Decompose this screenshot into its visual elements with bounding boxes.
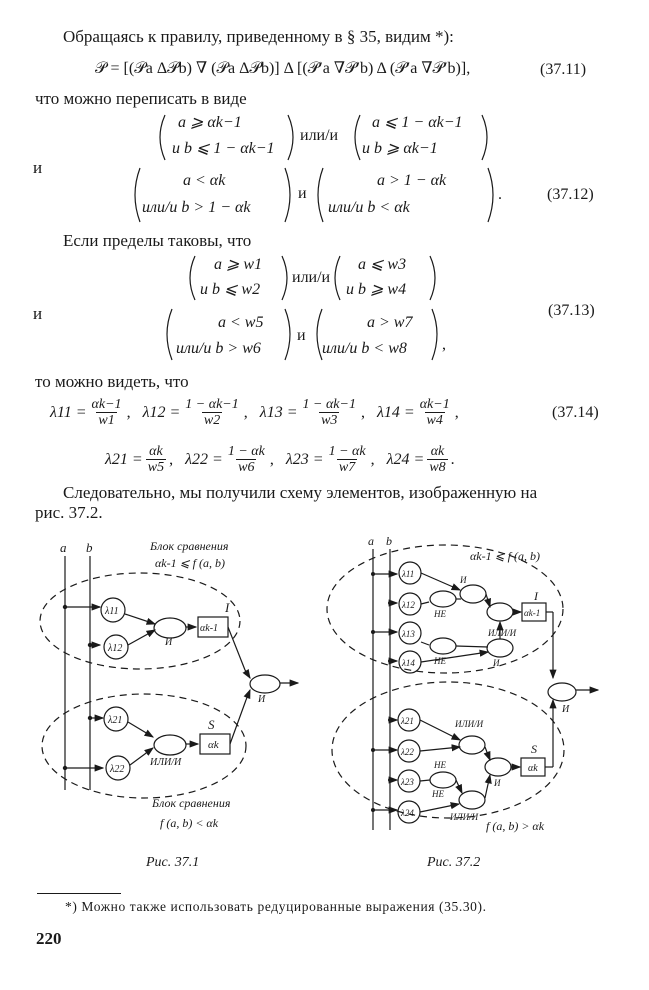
footnote: *) Можно также использовать редуцированные выражения (35.30). [65,899,487,914]
equation-number-37-11: (37.11) [540,61,587,78]
fig2-box-bot: αk [528,763,538,774]
fig1-block-bot-cond: f (a, b) < αk [160,816,219,830]
fig2-label-I: I [534,589,538,603]
sep: , [370,450,375,468]
eq-3712-r2-lt: a < αk [183,172,226,189]
eq-3712-r1-lb: и b ⩽ 1 − αk−1 [172,140,275,157]
sep: , [454,403,459,421]
fig1-box-top: αk-1 [200,623,219,634]
fig1-block-top-title: Блок сравнения [150,539,229,553]
fig2-ornand-2: ИЛИ/И [455,719,484,729]
frac-21-den: w5 [147,460,165,475]
fig2-not-3: НЕ [434,760,446,770]
fig2-input-a: a [368,534,374,548]
equation-37-11: 𝒫 = [(𝒫a Δ𝒫b) ∇ (𝒫a Δ𝒫b)] Δ [(𝒫′a ∇𝒫′b) Δ (𝒫′a ∇𝒫′b)], [95,60,471,77]
frac-21-num: αk [149,444,163,459]
fig1-lambda-22: λ22 [110,764,125,775]
eq-3712-r2-rt: a > 1 − αk [377,172,447,189]
fig2-ornand-3: ИЛИ/И [450,812,479,822]
eq-3713-and: и [33,304,43,323]
end: . [450,450,455,468]
fig2-lambda-22: λ22 [401,747,414,757]
eq-3713-r2-lt: a < w5 [218,314,264,331]
fig1-input-b: b [86,540,93,555]
fig2-and-out: И [562,704,570,715]
fig2-block-top: αk-1 ⩽ f (a, b) [470,549,541,563]
footnote-rule [37,893,121,894]
eq-3712-r1-rb: и b ⩾ αk−1 [362,140,438,157]
rewrite-text: что можно переписать в виде [35,89,247,108]
frac-11-den: w1 [98,413,115,428]
equation-number-37-13: (37.13) [548,302,595,319]
fig2-and-1: И [460,575,467,585]
frac-23-den: w7 [338,460,356,475]
fig1-block-bot-title: Блок сравнения [152,796,231,810]
fig2-label-S: S [531,742,537,756]
eq-3713-r1-lb: и b ⩽ w2 [200,281,261,298]
sep: , [126,403,131,421]
eq-3712-r2-rb: или/и b < αk [328,199,410,216]
fig1-block-top-cond: αk-1 ⩽ f (a, b) [155,556,226,570]
lambda-23-label: λ23 = [285,450,324,468]
frac-14-den: w4 [426,413,443,428]
fig2-lambda-12: λ12 [402,600,415,610]
fig1-input-a: a [60,540,67,555]
sep: , [243,403,248,421]
lambda-14-label: λ14 = [376,403,415,421]
eq-3713-r1-rt: a ⩽ w3 [358,256,407,273]
fig2-lambda-24: λ24 [401,808,414,818]
see-text: то можно видеть, что [35,372,189,391]
eq-3713-end: , [442,336,446,353]
eq-3713-r2-mid: и [297,327,306,344]
lambda-21-label: λ21 = [105,450,143,468]
fig2-input-b: b [386,534,392,548]
frac-13-num: 1 − αk−1 [302,397,356,412]
fig2-ornand-1: ИЛИ/И [488,628,517,638]
eq-3712-r1-mid: или/и [300,127,339,144]
frac-24-den: w8 [429,460,446,475]
lambda-12-label: λ12 = [142,403,181,421]
conclusion-line-1: Следовательно, мы получили схему элементов, изображенную на [63,483,538,502]
equation-number-37-14: (37.14) [552,404,599,421]
eq-3713-r1-mid: или/и [292,269,331,286]
conclusion-line-2: рис. 37.2. [35,503,103,522]
frac-23-num: 1 − αk [328,444,366,459]
fig1-and-top: И [165,637,173,648]
sep: , [360,403,365,421]
fig2-block-bot: f (a, b) > αk [486,819,545,833]
fig2-lambda-21: λ21 [401,716,414,726]
lambda-22-label: λ22 = [185,450,223,468]
lambda-24-label: λ24 = [386,450,425,468]
eq-3712-r1-lt: a ⩾ αk−1 [178,114,242,131]
fig2-lambda-11: λ11 [402,569,415,579]
intro-text: Обращаясь к правилу, приведенному в § 35, видим *): [63,27,454,46]
sep: , [269,450,274,468]
lambda-13-label: λ13 = [259,403,298,421]
frac-14-num: αk−1 [419,397,450,412]
eq-3713-r2-rb: или/и b < w8 [322,340,407,357]
eq-3712-and: и [33,158,43,177]
fig2-box-top: αk-1 [524,608,541,618]
eq-3712-r1-rt: a ⩽ 1 − αk−1 [372,114,463,131]
fig1-lambda-21: λ21 [108,715,123,726]
eq-3712-r2-mid: и [298,185,307,202]
eq-3712-r2-lb: или/и b > 1 − αk [142,199,251,216]
eq-3712-end: . [498,186,502,203]
frac-12-num: 1 − αk−1 [185,397,239,412]
fig1-lambda-11: λ11 [105,606,119,617]
fig2-and-2: И [493,658,500,668]
eq-3713-r1-lt: a ⩾ w1 [214,256,263,273]
eq-3713-r2-lb: или/и b > w6 [176,340,261,357]
eq-3713-r2-rt: a > w7 [367,314,413,331]
fig2-not-1: НЕ [434,609,446,619]
frac-11-num: αk−1 [91,397,122,412]
fig2-lambda-14: λ14 [402,658,415,668]
fig1-label-S: S [208,717,215,732]
caption-fig-37-2: Рис. 37.2 [427,855,481,870]
fig2-lambda-13: λ13 [402,629,415,639]
equation-number-37-12: (37.12) [547,186,594,203]
frac-24-num: αk [430,444,445,459]
fig1-box-bot: αk [208,739,219,751]
frac-22-num: 1 − αk [227,444,265,459]
frac-22-den: w6 [238,460,255,475]
frac-12-den: w2 [203,413,221,428]
page-number: 220 [36,929,62,948]
caption-fig-37-1: Рис. 37.1 [146,855,200,870]
fig2-and-3: И [494,778,501,788]
sep: , [169,450,174,468]
fig2-lambda-23: λ23 [401,777,414,787]
fig2-not-2: НЕ [434,656,446,666]
fig1-lambda-12: λ12 [108,643,123,654]
eq-3713-r1-rb: и b ⩾ w4 [346,281,407,298]
fig1-and-out: И [258,694,266,705]
fig1-ornand: ИЛИ/И [150,757,182,768]
limits-text: Если пределы таковы, что [63,231,252,250]
frac-13-den: w3 [321,413,338,428]
lambda-11-label: λ11 = [50,403,87,421]
fig1-label-I: I [225,600,230,615]
fig2-not-4: НЕ [432,789,444,799]
